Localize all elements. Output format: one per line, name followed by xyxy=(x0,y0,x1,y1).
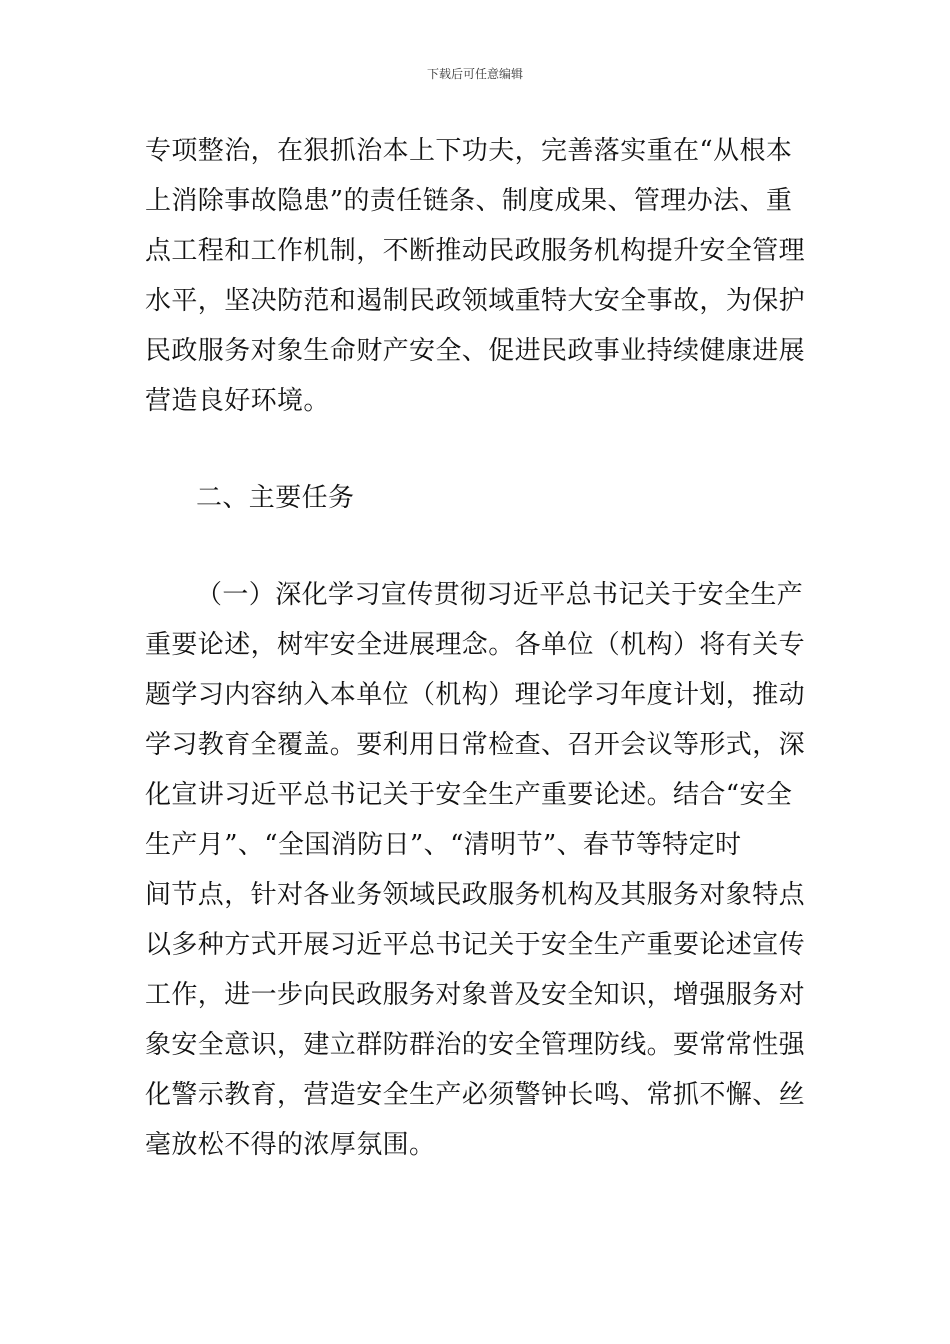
paragraph-line: 上消除事故隐患”的责任链条、制度成果、管理办法、重 xyxy=(145,186,793,216)
paragraph-line: 题学习内容纳入本单位（机构）理论学习年度计划，推动 xyxy=(145,680,806,710)
paragraph-line: 化警示教育，营造安全生产必须警钟长鸣、常抓不懈、丝 xyxy=(145,1080,806,1110)
paragraph-line: 水平，坚决防范和遏制民政领域重特大安全事故，为保护 xyxy=(145,286,806,316)
paragraph-line: 工作，进一步向民政服务对象普及安全知识，增强服务对 xyxy=(145,980,806,1010)
header-note: 下载后可任意编辑 xyxy=(426,67,523,81)
paragraph-line: 象安全意识，建立群防群治的安全管理防线。要常常性强 xyxy=(145,1030,806,1060)
paragraph-line: 点工程和工作机制，不断推动民政服务机构提升安全管理 xyxy=(145,236,806,266)
section-heading: 二、主要任务 xyxy=(196,483,355,513)
paragraph-line: 毫放松不得的浓厚氛围。 xyxy=(145,1130,436,1160)
paragraph-line: 民政服务对象生命财产安全、促进民政事业持续健康进展 xyxy=(145,336,806,366)
paragraph-line: 化宣讲习近平总书记关于安全生产重要论述。结合“安全 xyxy=(145,780,793,810)
paragraph-line: 重要论述，树牢安全进展理念。各单位（机构）将有关专 xyxy=(145,630,806,660)
paragraph-line: 学习教育全覆盖。要利用日常检查、召开会议等形式，深 xyxy=(145,730,806,760)
paragraph-line: （一）深化学习宣传贯彻习近平总书记关于安全生产 xyxy=(196,580,804,610)
paragraph-line: 间节点，针对各业务领域民政服务机构及其服务对象特点 xyxy=(145,880,806,910)
paragraph-line: 专项整治，在狠抓治本上下功夫，完善落实重在“从根本 xyxy=(145,136,793,166)
paragraph-line: 营造良好环境。 xyxy=(145,386,330,416)
paragraph-line: 以多种方式开展习近平总书记关于安全生产重要论述宣传 xyxy=(145,930,806,960)
paragraph-line: 生产月”、“全国消防日”、“清明节”、春节等特定时 xyxy=(145,830,742,860)
